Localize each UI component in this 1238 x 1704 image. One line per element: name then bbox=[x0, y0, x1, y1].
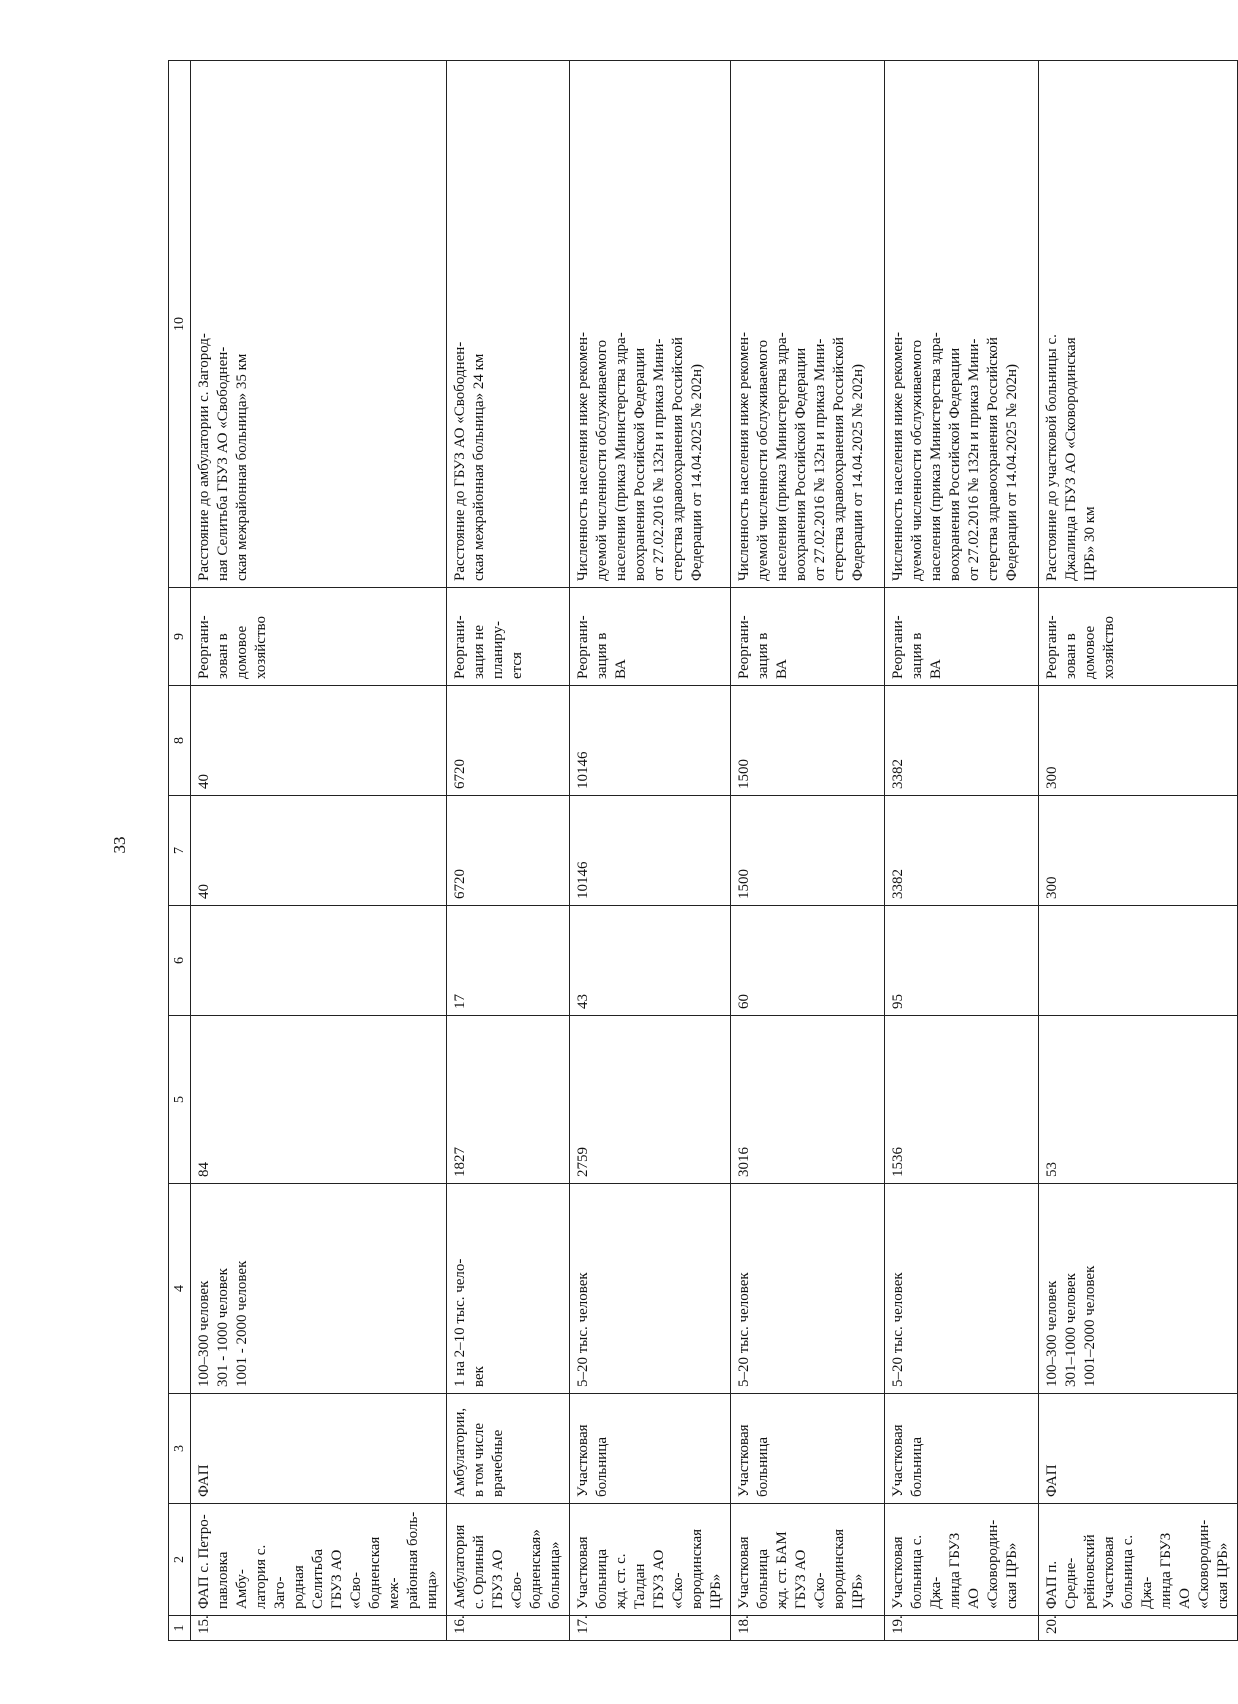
table-row bbox=[731, 61, 885, 1641]
justification: Расстояние до амбулатории с. Загород- ная Селитьба ГБУЗ АО «Свободнен- ская межрайонная больница» 35 км bbox=[191, 61, 447, 588]
facility-type: Участковая больница bbox=[731, 1394, 885, 1504]
population-norm: 100–300 человек 301–1000 человек 1001–2000 человек bbox=[1039, 1184, 1238, 1394]
data-table bbox=[168, 60, 1238, 1641]
reorganization-status: Реоргани- зация в ВА bbox=[731, 588, 885, 686]
cell-col6: 43 bbox=[570, 906, 731, 1016]
cell-col6: 95 bbox=[885, 906, 1039, 1016]
header-cell: 2 bbox=[169, 1504, 191, 1616]
table-row bbox=[447, 61, 570, 1641]
facility-type: Амбулатории, в том числе врачебные bbox=[447, 1394, 570, 1504]
rotated-table bbox=[168, 61, 1231, 1641]
table-row bbox=[570, 61, 731, 1641]
reorganization-status: Реоргани- зация в ВА bbox=[570, 588, 731, 686]
justification: Расстояние до участковой больницы с. Джалинда ГБУЗ АО «Сковородинская ЦРБ» 30 км bbox=[1039, 61, 1238, 588]
cell-col7: 10146 bbox=[570, 796, 731, 906]
population-norm: 5–20 тыс. человек bbox=[885, 1184, 1039, 1394]
population-norm: 5–20 тыс. человек bbox=[570, 1184, 731, 1394]
row-number: 19. bbox=[885, 1616, 1039, 1641]
population-norm: 5–20 тыс. человек bbox=[731, 1184, 885, 1394]
facility-name: ФАП п. Средне- рейновский Участковая больница с. Джа- линда ГБУЗ АО «Сковородин- ская ЦРБ» bbox=[1039, 1504, 1238, 1616]
header-cell: 6 bbox=[169, 906, 191, 1016]
cell-col5: 84 bbox=[191, 1016, 447, 1184]
header-cell: 10 bbox=[169, 61, 191, 588]
table-container bbox=[168, 61, 1231, 1641]
table-row bbox=[1039, 61, 1238, 1641]
header-cell: 3 bbox=[169, 1394, 191, 1504]
cell-col8: 3382 bbox=[885, 686, 1039, 796]
reorganization-status: Реоргани- зация в ВА bbox=[885, 588, 1039, 686]
cell-col6: 60 bbox=[731, 906, 885, 1016]
justification: Численность населения ниже рекомен- дуемой численности обслуживаемого населения (приказ Министерства здра- воохранения Российской Федерации от 27.02.2016 № 132н и приказ Мини- стерства здравоохранения Российской Федерации от 14.04.2025 № 202н) bbox=[570, 61, 731, 588]
population-norm: 100–300 человек 301 - 1000 человек 1001 - 2000 человек bbox=[191, 1184, 447, 1394]
justification: Расстояние до ГБУЗ АО «Свободнен- ская межрайонная больница» 24 км bbox=[447, 61, 570, 588]
cell-col8: 1500 bbox=[731, 686, 885, 796]
justification: Численность населения ниже рекомен- дуемой численности обслуживаемого населения (приказ Министерства здра- воохранения Российской Федерации от 27.02.2016 № 132н и приказ Мини- стерства здравоохранения Российской Федерации от 14.04.2025 № 202н) bbox=[731, 61, 885, 588]
header-cell: 8 bbox=[169, 686, 191, 796]
facility-name: Участковая больница с. Джа- линда ГБУЗ АО «Сковородин- ская ЦРБ» bbox=[885, 1504, 1039, 1616]
cell-col5: 1536 bbox=[885, 1016, 1039, 1184]
row-number: 20. bbox=[1039, 1616, 1238, 1641]
page-number: 33 bbox=[110, 836, 129, 854]
reorganization-status: Реоргани- зован в домовое хозяйство bbox=[1039, 588, 1238, 686]
cell-col6: 17 bbox=[447, 906, 570, 1016]
facility-name: Амбулатория с. Орлиный ГБУЗ АО «Сво- бодненская» больница» bbox=[447, 1504, 570, 1616]
header-cell: 4 bbox=[169, 1184, 191, 1394]
header-cell: 9 bbox=[169, 588, 191, 686]
facility-name: Участковая больница жд. ст. с. Талдан ГБУЗ АО «Ско- вородинская ЦРБ» bbox=[570, 1504, 731, 1616]
header-cell: 1 bbox=[169, 1616, 191, 1641]
facility-name: ФАП с. Петро- павловка Амбу- латория с. Заго- родная Селитьба ГБУЗ АО «Сво- бодненская меж- районная боль- ница» bbox=[191, 1504, 447, 1616]
facility-type: Участковая больница bbox=[885, 1394, 1039, 1504]
cell-col6 bbox=[1039, 906, 1238, 1016]
cell-col5: 3016 bbox=[731, 1016, 885, 1184]
cell-col8: 6720 bbox=[447, 686, 570, 796]
cell-col5: 2759 bbox=[570, 1016, 731, 1184]
facility-type: ФАП bbox=[191, 1394, 447, 1504]
table-row bbox=[885, 61, 1039, 1641]
cell-col5: 53 bbox=[1039, 1016, 1238, 1184]
cell-col7: 6720 bbox=[447, 796, 570, 906]
row-number: 16. bbox=[447, 1616, 570, 1641]
cell-col7: 40 bbox=[191, 796, 447, 906]
reorganization-status: Реоргани- зация не планиру- ется bbox=[447, 588, 570, 686]
justification: Численность населения ниже рекомен- дуемой численности обслуживаемого населения (приказ Министерства здра- воохранения Российской Федерации от 27.02.2016 № 132н и приказ Мини- стерства здравоохранения Российской Федерации от 14.04.2025 № 202н) bbox=[885, 61, 1039, 588]
cell-col8: 300 bbox=[1039, 686, 1238, 796]
facility-type: ФАП bbox=[1039, 1394, 1238, 1504]
facility-type: Участковая больница bbox=[570, 1394, 731, 1504]
cell-col8: 10146 bbox=[570, 686, 731, 796]
row-number: 15. bbox=[191, 1616, 447, 1641]
row-number: 17. bbox=[570, 1616, 731, 1641]
reorganization-status: Реоргани- зован в домовое хозяйство bbox=[191, 588, 447, 686]
row-number: 18. bbox=[731, 1616, 885, 1641]
cell-col6 bbox=[191, 906, 447, 1016]
cell-col7: 300 bbox=[1039, 796, 1238, 906]
cell-col7: 1500 bbox=[731, 796, 885, 906]
facility-name: Участковая больница жд. ст. БАМ ГБУЗ АО «Ско- вородинская ЦРБ» bbox=[731, 1504, 885, 1616]
cell-col5: 1827 bbox=[447, 1016, 570, 1184]
cell-col8: 40 bbox=[191, 686, 447, 796]
table-row bbox=[191, 61, 447, 1641]
header-cell: 7 bbox=[169, 796, 191, 906]
cell-col7: 3382 bbox=[885, 796, 1039, 906]
header-row bbox=[169, 61, 191, 1641]
header-cell: 5 bbox=[169, 1016, 191, 1184]
population-norm: 1 на 2–10 тыс. чело- век bbox=[447, 1184, 570, 1394]
